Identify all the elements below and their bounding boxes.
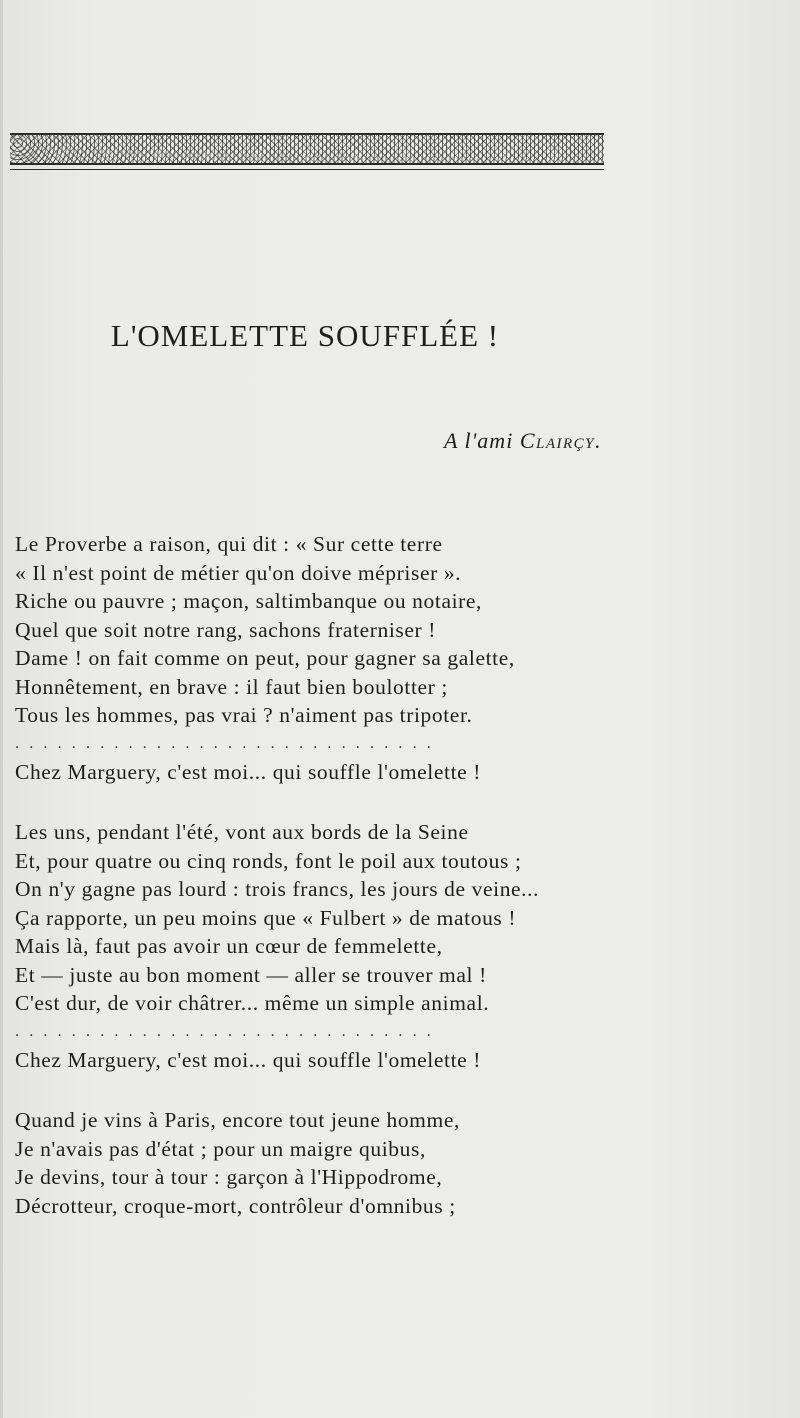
verse-line: Riche ou pauvre ; maçon, saltimbanque ou notaire,	[15, 589, 483, 613]
ellipsis-row: ..............................	[15, 734, 441, 752]
dedication-prefix: A l'ami	[443, 428, 514, 453]
verse-line: « Il n'est point de métier qu'on doive mépriser ».	[15, 560, 462, 585]
verse-line: Honnêtement, en brave : il faut bien boulotter ;	[15, 674, 448, 699]
page-edge	[0, 0, 3, 1418]
stanza-3	[15, 1106, 605, 1220]
verse-line: Je devins, tour à tour : garçon à l'Hippodrome,	[15, 1165, 443, 1189]
stanza-1	[15, 530, 605, 787]
header-ornament-band	[10, 133, 604, 165]
refrain-line: Chez Marguery, c'est moi... qui souffle l'omelette !	[15, 760, 482, 784]
verse-line: Dame ! on fait comme on peut, pour gagner sa galette,	[15, 646, 515, 670]
header-rule	[10, 169, 604, 170]
poem-title: L'OMELETTE SOUFFLÉE !	[110, 318, 500, 353]
ellipsis-row: ..............................	[15, 1022, 441, 1040]
dedication-name: Clairçy.	[519, 428, 602, 453]
verse-line: Tous les hommes, pas vrai ? n'aiment pas tripoter.	[15, 703, 473, 727]
verse-line: On n'y gagne pas lourd : trois francs, les jours de veine...	[15, 877, 540, 901]
verse-line: Le Proverbe a raison, qui dit : « Sur cette terre	[15, 532, 443, 556]
refrain-line: Chez Marguery, c'est moi... qui souffle l'omelette !	[15, 1048, 482, 1072]
verse-line: Les uns, pendant l'été, vont aux bords de la Seine	[15, 820, 469, 844]
verse-line: Je n'avais pas d'état ; pour un maigre quibus,	[15, 1136, 426, 1161]
verse-line: Décrotteur, croque-mort, contrôleur d'omnibus ;	[15, 1193, 456, 1218]
stanza-2	[15, 818, 605, 1075]
verse-line: Et — juste au bon moment — aller se trouver mal !	[15, 962, 487, 987]
verse-line: Ça rapporte, un peu moins que « Fulbert » de matous !	[15, 905, 517, 930]
verse-line: Quand je vins à Paris, encore tout jeune homme,	[15, 1108, 460, 1132]
verse-line: C'est dur, de voir châtrer... même un simple animal.	[15, 991, 490, 1015]
verse-line: Mais là, faut pas avoir un cœur de femmelette,	[15, 934, 443, 958]
verse-line: Quel que soit notre rang, sachons fraterniser !	[15, 617, 437, 642]
verse-line: Et, pour quatre ou cinq ronds, font le poil aux toutous ;	[15, 848, 522, 873]
dedication	[444, 428, 602, 454]
